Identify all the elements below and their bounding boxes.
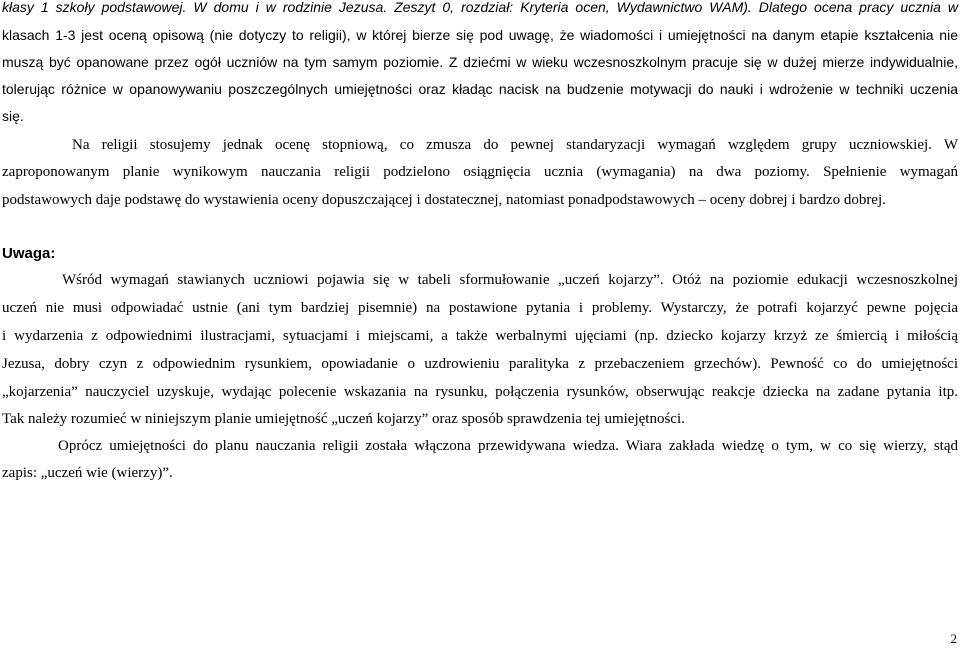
text-line: „kojarzenia” nauczyciel uzyskuje, wydając polecenie wskazania na rysunku, połączenia rysunków, obserwując reakcje dziecka na zadane pytania itp. bbox=[2, 384, 958, 400]
text-line: muszą być opanowane przez ogół uczniów na tym samym poziomie. Z dziećmi w wieku wczesnoszkolnym pracuje się w dużej mierze indywidualnie, bbox=[2, 54, 958, 70]
text-line: Oprócz umiejętności do planu nauczania religii została włączona przewidywana wiedza. Wiara zakłada wiedzę o tym, w co się wierzy, stąd bbox=[58, 438, 958, 454]
text-line: zaproponowanym planie wynikowym nauczania religii podzielono osiągnięcia ucznia (wymagania) na dwa poziomy. Spełnienie wymagań bbox=[2, 164, 958, 180]
text-line: się. bbox=[2, 108, 24, 124]
text-line: i wydarzenia z odpowiednimi ilustracjami, sytuacjami i miejscami, a także werbalnymi ujęciami (np. dziecko kojarzy krzyż ze śmiercią i miłością bbox=[2, 328, 958, 344]
text-line: Jezusa, dobry czyn z odpowiednim rysunkiem, opowiadanie o uzdrowieniu paralityka z przebaczeniem grzechów). Pewność co do umiejętności bbox=[2, 356, 958, 372]
section-heading: Uwaga: bbox=[2, 245, 56, 262]
text-line: klasach 1-3 jest oceną opisową (nie dotyczy to religii), w której bierze się pod uwagę, że wiadomości i umiejętności na danym etapie kształcenia nie bbox=[2, 27, 958, 43]
text-line: kłasy 1 szkoły podstawowej. W domu i w rodzinie Jezusa. Zeszyt 0, rozdział: Kryteria ocen, Wydawnictwo WAM). Dlatego ocena pracy ucznia w bbox=[2, 0, 958, 15]
text-line: tolerując różnice w opanowywaniu poszczególnych umiejętności oraz kładąc nacisk na budzenie motywacji do nauki i wdrożenie w techniki uczenia bbox=[2, 81, 958, 97]
text-line: Na religii stosujemy jednak ocenę stopniową, co zmusza do pewnej standaryzacji wymagań względem grupy uczniowskiej. W bbox=[72, 137, 958, 153]
page-number: 2 bbox=[950, 631, 957, 646]
text-line: uczeń nie musi odpowiadać ustnie (ani tym bardziej pisemnie) na postawione pytania i problemy. Wystarczy, że potrafi kojarzyć pewne pojęcia bbox=[2, 300, 958, 316]
text-line: Tak należy rozumieć w niniejszym planie umiejętność „uczeń kojarzy” oraz sposób sprawdzenia tej umiejętności. bbox=[2, 411, 685, 427]
text-line: podstawowych daje podstawę do wystawienia oceny dopuszczającej i dostatecznej, natomiast ponadpodstawowych – oceny dobrej i bardzo dobrej. bbox=[2, 192, 886, 208]
text-line: zapis: „uczeń wie (wierzy)”. bbox=[2, 465, 173, 481]
text-line: Wśród wymagań stawianych uczniowi pojawia się w tabeli sformułowanie „uczeń kojarzy”. Otóż na poziomie edukacji wczesnoszkolnej bbox=[62, 272, 958, 288]
